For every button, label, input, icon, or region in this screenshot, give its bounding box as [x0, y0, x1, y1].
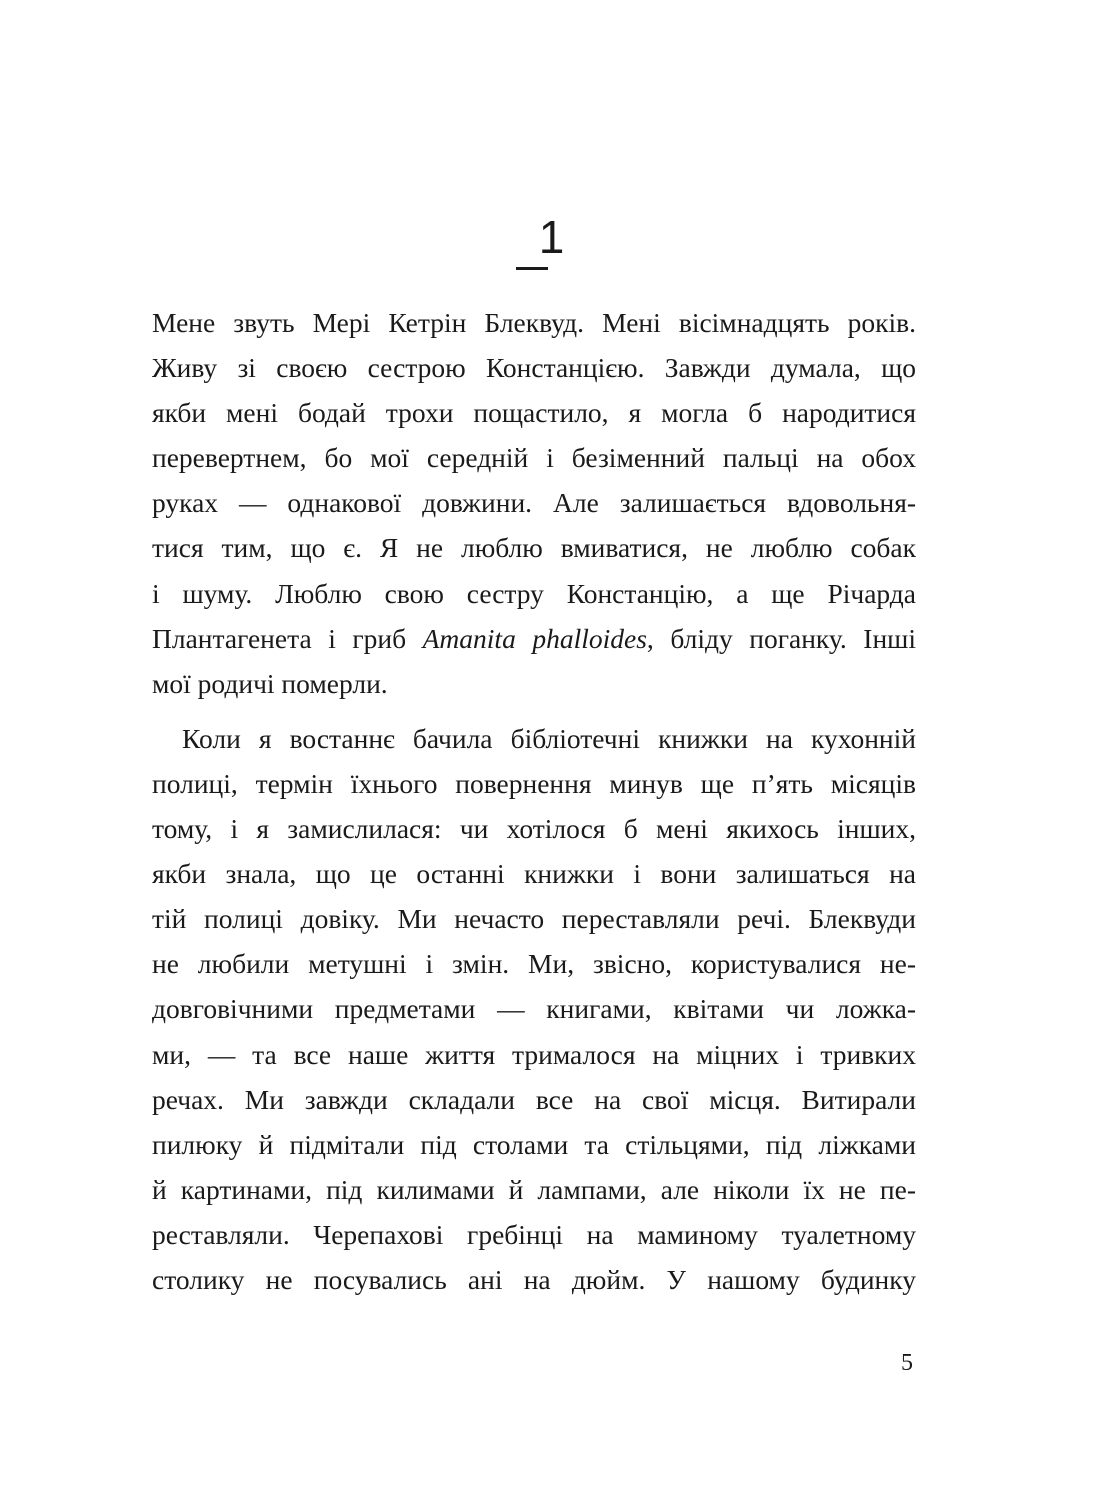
- text-line: ми, — та все наше життя трималося на міцних і тривких: [152, 1038, 916, 1070]
- text-fragment: , бліду поганку. Інші: [646, 622, 916, 654]
- text-line: якби знала, що це останні книжки і вони залишаться на: [152, 858, 916, 890]
- chapter-number: 1: [538, 211, 565, 263]
- chapter-underline: [516, 267, 548, 270]
- text-line: тися тим, що є. Я не люблю вмиватися, не люблю собак: [152, 532, 916, 564]
- text-line: мої родичі померли.: [152, 667, 388, 699]
- text-line: Мене звуть Мері Кетрін Блеквуд. Мені вісімнадцять років.: [152, 307, 916, 338]
- text-line: довговічними предметами — книгами, квітами чи ложка-: [152, 993, 916, 1025]
- text-line: речах. Ми завжди складали все на свої місця. Витирали: [152, 1083, 916, 1115]
- body-text: [152, 300, 916, 1302]
- paragraph-1: [152, 300, 916, 706]
- text-line: столику не посувались ані на дюйм. У нашому будинку: [152, 1263, 916, 1295]
- text-line: й картинами, під килимами й лампами, але ніколи їх не пе-: [152, 1173, 916, 1205]
- text-line: пилюку й підмітали під столами та стільцями, під ліжками: [152, 1128, 916, 1160]
- page-number: 5: [901, 1350, 913, 1376]
- text-line: Коли я востаннє бачила бібліотечні книжки на кухонній: [182, 722, 916, 754]
- text-line: тій полиці довіку. Ми нечасто переставляли речі. Блеквуди: [152, 903, 916, 935]
- text-line: не любили метушні і змін. Ми, звісно, користувалися не-: [152, 948, 916, 980]
- paragraph-2: [152, 716, 916, 1302]
- text-line: Живу зі своєю сестрою Констанцією. Завжди думала, що: [152, 352, 916, 384]
- species-name-italic: Amanita phalloides: [422, 622, 647, 654]
- text-fragment: Плантагенета і гриб: [152, 622, 423, 654]
- text-line: якби мені бодай трохи пощастило, я могла б народитися: [152, 397, 916, 429]
- text-line: реставляли. Черепахові гребінці на маминому туалетному: [152, 1218, 916, 1250]
- text-line: тому, і я замислилася: чи хотілося б мені якихось інших,: [152, 813, 916, 845]
- text-line: і шуму. Люблю свою сестру Констанцію, а ще Річарда: [152, 577, 916, 609]
- text-line: руках — однакової довжини. Але залишається вдовольня-: [152, 487, 916, 519]
- text-line: [152, 616, 916, 661]
- text-line: перевертнем, бо мої середній і безіменний пальці на обох: [152, 442, 916, 474]
- text-line: полиці, термін їхнього повернення минув ще п’ять місяців: [152, 767, 916, 799]
